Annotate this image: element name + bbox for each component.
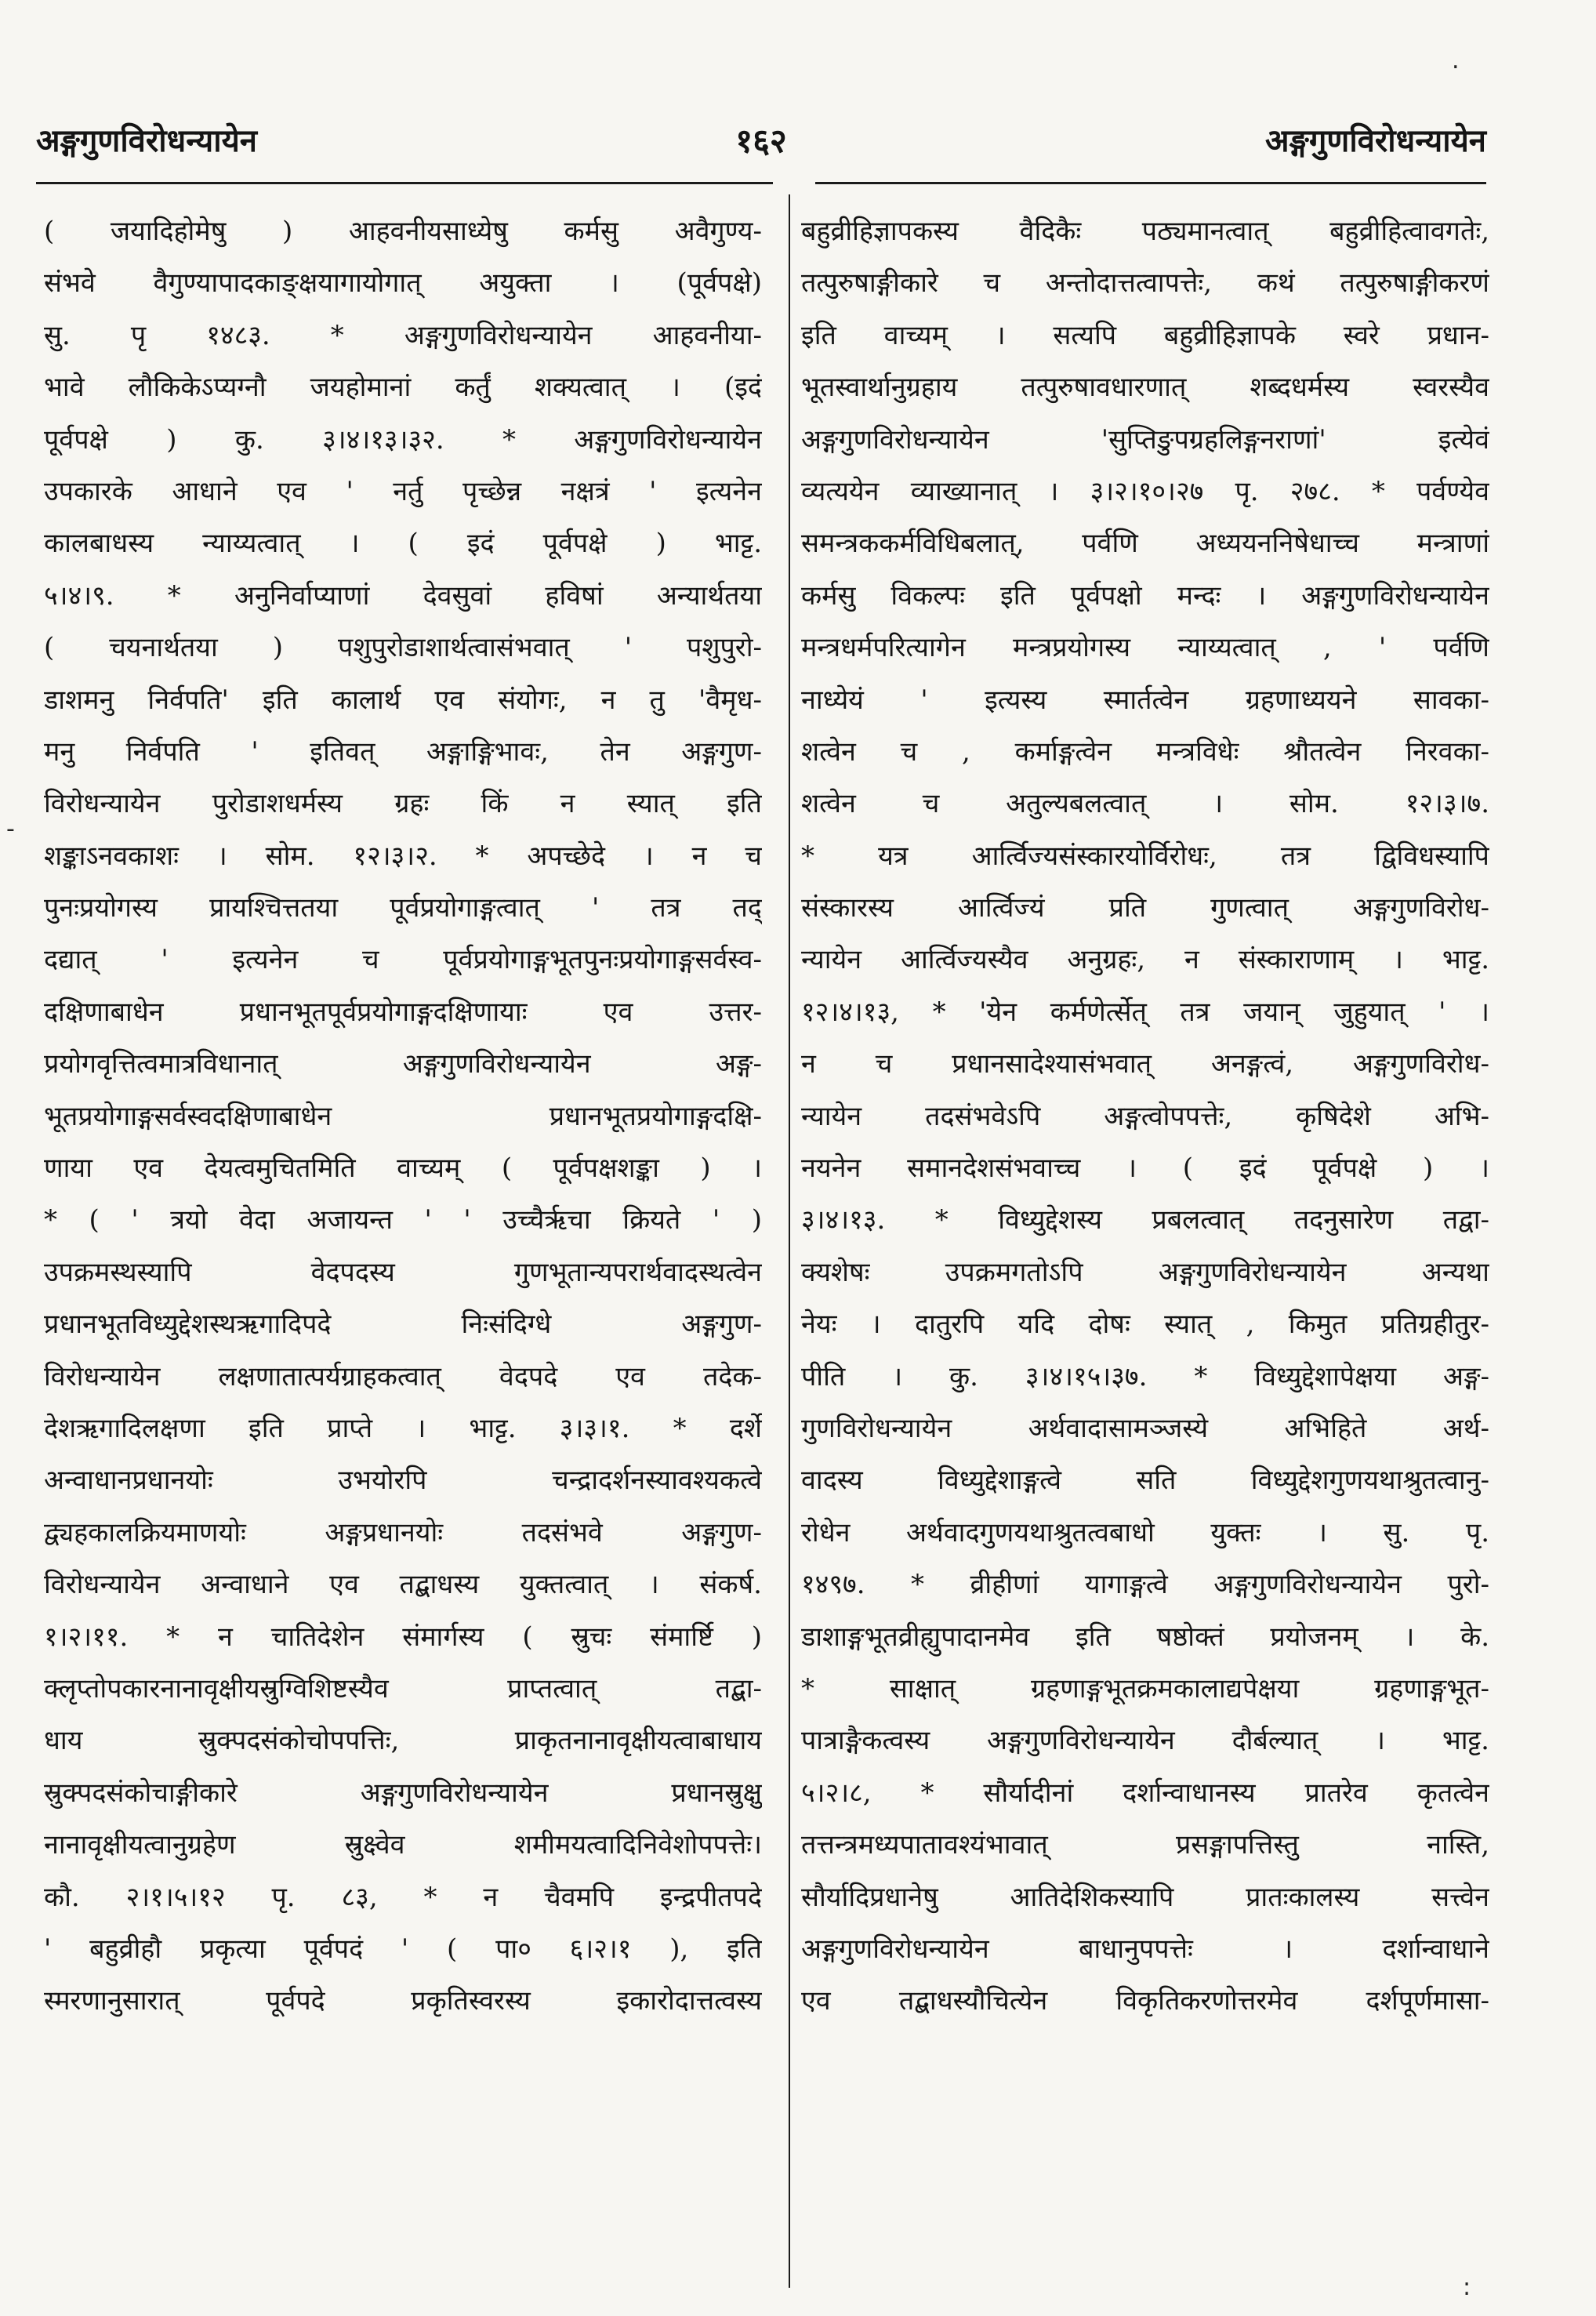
text-line: द्व्यहकालक्रियमाणयोः अङ्गप्रधानयोः तदसंभवे अङ्गगुण-	[44, 1516, 762, 1548]
text-line: न च प्रधानसादेश्यासंभवात् अनङ्गत्वं, अङ्गगुणविरोध-	[801, 1048, 1489, 1080]
text-line: गुणविरोधन्यायेन अर्थवादासामञ्जस्ये अभिहिते अर्थ-	[801, 1412, 1489, 1444]
text-line: तत्पुरुषाङ्गीकारे च अन्तोदात्तत्वापत्तेः, कथं तत्पुरुषाङ्गीकरणं	[801, 267, 1489, 299]
text-line: व्यत्ययेन व्याख्यानात् । ३।२।१०।२७ पृ. २७८. * पर्वण्येव	[801, 475, 1489, 507]
text-line: नेयः । दातुरपि यदि दोषः स्यात् , किमुत प्रतिग्रहीतुर-	[801, 1309, 1489, 1341]
text-line: क्लृप्तोपकारनानावृक्षीयस्रुग्विशिष्टस्यैव प्राप्तत्वात् तद्बा-	[44, 1672, 762, 1704]
text-line: उपकारके आधाने एव ' नर्तु पृच्छेन्न नक्षत्रं ' इत्यनेन	[44, 475, 762, 507]
running-title-right: अङ्गगुणविरोधन्यायेन	[1265, 123, 1486, 159]
text-line: मनु निर्वपति ' इतिवत् अङ्गाङ्गिभावः, तेन अङ्गगुण-	[44, 735, 762, 768]
text-line: धाय स्रुक्पदसंकोचोपपत्तिः, प्राकृतनानावृक्षीयत्वाबाधाय	[44, 1725, 762, 1757]
text-line: शत्वेन च , कर्माङ्गत्वेन मन्त्रविधेः श्रौतत्वेन निरवका-	[801, 735, 1489, 768]
text-line: विरोधन्यायेन अन्वाधाने एव तद्बाधस्य युक्तत्वात् । संकर्ष.	[44, 1569, 762, 1601]
text-line: नाध्येयं ' इत्यस्य स्मार्तत्वेन ग्रहणाध्ययने सावका-	[801, 684, 1489, 716]
text-line: एव तद्बाधस्यौचित्येन विकृतिकरणोत्तरमेव दर्शपूर्णमासा-	[801, 1985, 1489, 2017]
text-line: नानावृक्षीयत्वानुग्रहेण स्रुक्ष्वेव शमीमयत्वादिनिवेशोपपत्तेः।	[44, 1829, 762, 1861]
text-line: विरोधन्यायेन लक्षणातात्पर्यग्राहकत्वात् वेदपदे एव तदेक-	[44, 1360, 762, 1392]
text-line: शङ्काऽनवकाशः । सोम. १२।३।२. * अपच्छेदे । न च	[44, 840, 762, 872]
text-line: अन्वाधानप्रधानयोः उभयोरपि चन्द्रादर्शनस्यावश्यकत्वे	[44, 1465, 762, 1497]
text-line: १२।४।१३, * 'येन कर्मणेर्त्सेत् तत्र जयान् जुहुयात् ' ।	[801, 996, 1489, 1028]
text-line: * यत्र आर्त्विज्यसंस्कारयोर्विरोधः, तत्र द्विविधस्यापि	[801, 840, 1489, 872]
text-line: ( जयादिहोमेषु ) आहवनीयसाध्येषु कर्मसु अवैगुण्य-	[44, 216, 762, 247]
text-line: स्रुक्पदसंकोचाङ्गीकारे अङ्गगुणविरोधन्यायेन प्रधानस्रुक्षु	[44, 1777, 762, 1809]
margin-mark: -	[6, 815, 15, 843]
text-line: संभवे वैगुण्यापादकाङ्क्षयागायोगात् अयुक्ता । (पूर्वपक्षे)	[44, 267, 762, 299]
page-header	[36, 118, 1486, 165]
text-line: ( चयनार्थतया ) पशुपुरोडाशार्थत्वासंभवात् ' पशुपुरो-	[44, 632, 762, 664]
text-line: न्यायेन तदसंभवेऽपि अङ्गत्वोपपत्तेः, कृषिदेशे अभि-	[801, 1100, 1489, 1132]
text-line: बहुव्रीहिज्ञापकस्य वैदिकैः पठ्यमानत्वात् बहुव्रीहित्वावगतेः,	[801, 216, 1489, 247]
text-line: विरोधन्यायेन पुरोडाशधर्मस्य ग्रहः किं न स्यात् इति	[44, 788, 762, 820]
text-line: वादस्य विध्युद्देशाङ्गत्वे सति विध्युद्देशगुणयथाश्रुतत्वानु-	[801, 1465, 1489, 1497]
text-line: अङ्गगुणविरोधन्यायेन 'सुप्तिङुपग्रहलिङ्गनराणां' इत्येवं	[801, 423, 1489, 456]
text-line: पात्राङ्गैकत्वस्य अङ्गगुणविरोधन्यायेन दौर्बल्यात् । भाट्ट.	[801, 1725, 1489, 1757]
text-line: प्रयोगवृत्तित्वमात्रविधानात् अङ्गगुणविरोधन्यायेन अङ्ग-	[44, 1048, 762, 1080]
text-line: * साक्षात् ग्रहणाङ्गभूतक्रमकालाद्यपेक्षया ग्रहणाङ्गभूत-	[801, 1672, 1489, 1704]
text-line: दद्यात् ' इत्यनेन च पूर्वप्रयोगाङ्गभूतपुनःप्रयोगाङ्गसर्वस्व-	[44, 944, 762, 976]
text-line: इति वाच्यम् । सत्यपि बहुव्रीहिज्ञापके स्वरे प्रधान-	[801, 319, 1489, 351]
text-line: ३।४।१३. * विध्युद्देशस्य प्रबलत्वात् तदनुसारेण तद्वा-	[801, 1204, 1489, 1236]
text-line: मन्त्रधर्मपरित्यागेन मन्त्रप्रयोगस्य न्याय्यत्वात् , ' पर्वणि	[801, 632, 1489, 664]
text-line: नयनेन समानदेशसंभवाच्च । ( इदं पूर्वपक्षे ) ।	[801, 1153, 1489, 1185]
print-speck: .	[1452, 47, 1460, 74]
text-line: न्यायेन आर्त्विज्यस्यैव अनुग्रहः, न संस्काराणाम् । भाट्ट.	[801, 944, 1489, 976]
text-line: कर्मसु विकल्पः इति पूर्वपक्षो मन्दः । अङ्गगुणविरोधन्यायेन	[801, 579, 1489, 612]
page-number: १६२	[735, 122, 787, 160]
text-column-right	[801, 205, 1489, 2027]
text-line: स्मरणानुसारात् पूर्वपदे प्रकृतिस्वरस्य इकारोदात्तत्वस्य	[44, 1985, 762, 2017]
text-line: ५।४।९. * अनुनिर्वाप्याणां देवसुवां हविषां अन्यार्थतया	[44, 579, 762, 612]
text-line: पीति । कु. ३।४।१५।३७. * विध्युद्देशापेक्षया अङ्ग-	[801, 1360, 1489, 1392]
header-rule-right	[815, 182, 1486, 184]
text-line: णाया एव देयत्वमुचितमिति वाच्यम् ( पूर्वपक्षशङ्का ) ।	[44, 1153, 762, 1185]
text-line: १४९७. * व्रीहीणां यागाङ्गत्वे अङ्गगुणविरोधन्यायेन पुरो-	[801, 1569, 1489, 1601]
text-line: ५।२।८, * सौर्यादीनां दर्शान्वाधानस्य प्रातरेव कृतत्वेन	[801, 1777, 1489, 1809]
text-line: प्रधानभूतविध्युद्देशस्थऋगादिपदे निःसंदिग्धे अङ्गगुण-	[44, 1309, 762, 1341]
text-line: संस्कारस्य आर्त्विज्यं प्रति गुणत्वात् अङ्गगुणविरोध-	[801, 892, 1489, 924]
print-speck: :	[1463, 2274, 1471, 2301]
running-title-left: अङ्गगुणविरोधन्यायेन	[36, 123, 257, 159]
text-line: डाशमनु निर्वपति' इति कालार्थ एव संयोगः, न तु 'वैमृध-	[44, 684, 762, 716]
text-line: * ( ' त्रयो वेदा अजायन्त ' ' उच्चैर्ऋचा क्रियते ' )	[44, 1204, 762, 1236]
text-line: समन्त्रककर्मविधिबलात्, पर्वणि अध्ययननिषेधाच्च मन्त्राणां	[801, 528, 1489, 560]
text-line: डाशाङ्गभूतव्रीह्युपादानमेव इति षष्ठोक्तं प्रयोजनम् । के.	[801, 1621, 1489, 1653]
text-line: देशऋगादिलक्षणा इति प्राप्ते । भाट्ट. ३।३।१. * दर्शे	[44, 1412, 762, 1444]
text-line: शत्वेन च अतुल्यबलत्वात् । सोम. १२।३।७.	[801, 788, 1489, 820]
text-line: भूतस्वार्थानुग्रहाय तत्पुरुषावधारणात् शब्दधर्मस्य स्वरस्यैव	[801, 372, 1489, 404]
text-line: क्यशेषः उपक्रमगतोऽपि अङ्गगुणविरोधन्यायेन अन्यथा	[801, 1256, 1489, 1288]
text-line: रोधेन अर्थवादगुणयथाश्रुतत्वबाधो युक्तः । सु. पृ.	[801, 1516, 1489, 1548]
text-line: दक्षिणाबाधेन प्रधानभूतपूर्वप्रयोगाङ्गदक्षिणायाः एव उत्तर-	[44, 996, 762, 1028]
text-column-left	[44, 205, 762, 2027]
text-line: उपक्रमस्थस्यापि वेदपदस्य गुणभूतान्यपरार्थवादस्थत्वेन	[44, 1256, 762, 1288]
text-line: तत्तन्त्रमध्यपातावश्यंभावात् प्रसङ्गापत्तिस्तु नास्ति,	[801, 1829, 1489, 1861]
header-rule-left	[36, 182, 773, 184]
text-line: पुनःप्रयोगस्य प्रायश्चित्ततया पूर्वप्रयोगाङ्गत्वात् ' तत्र तद्	[44, 892, 762, 924]
text-line: सु. पृ १४८३. * अङ्गगुणविरोधन्यायेन आहवनीया-	[44, 319, 762, 351]
text-line: कालबाधस्य न्याय्यत्वात् । ( इदं पूर्वपक्षे ) भाट्ट.	[44, 528, 762, 560]
column-divider	[789, 194, 790, 2288]
text-line: अङ्गगुणविरोधन्यायेन बाधानुपपत्तेः । दर्शान्वाधाने	[801, 1933, 1489, 1965]
text-line: १।२।११. * न चातिदेशेन संमार्गस्य ( स्रुचः संमार्ष्टि )	[44, 1621, 762, 1653]
text-line: भावे लौकिकेऽप्यग्नौ जयहोमानां कर्तुं शक्यत्वात् । (इदं	[44, 372, 762, 404]
text-line: कौ. २।१।५।१२ पृ. ८३, * न चैवमपि इन्द्रपीतपदे	[44, 1881, 762, 1913]
text-line: भूतप्रयोगाङ्गसर्वस्वदक्षिणाबाधेन प्रधानभूतप्रयोगाङ्गदक्षि-	[44, 1100, 762, 1132]
text-line: सौर्यादिप्रधानेषु आतिदेशिकस्यापि प्रातःकालस्य सत्त्वेन	[801, 1881, 1489, 1913]
text-line: ' बहुव्रीहौ प्रकृत्या पूर्वपदं ' ( पा० ६।२।१ ), इति	[44, 1933, 762, 1965]
text-line: पूर्वपक्षे ) कु. ३।४।१३।३२. * अङ्गगुणविरोधन्यायेन	[44, 423, 762, 456]
